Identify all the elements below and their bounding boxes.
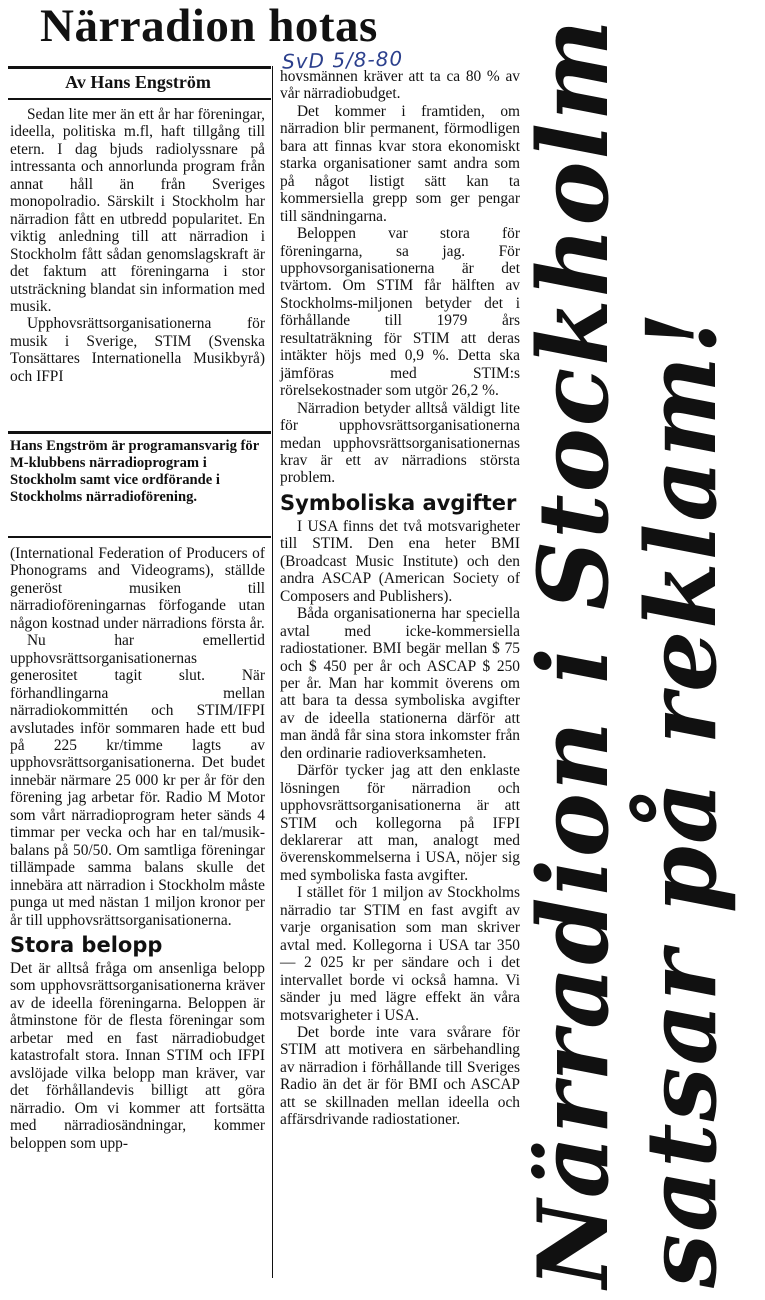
- paragraph: I USA finns det två motsvarigheter till STIM. Den ena heter BMI (Broadcast Music Institute) och den andra ASCAP (American Society of Composers and Publishers).: [280, 517, 520, 605]
- paragraph: (International Federation of Producers of Phonograms and Videograms), ställde generöst musiken till närradioföreningarnas förfogande utan någon kostnad under närradions första år.: [10, 545, 265, 632]
- paragraph: Upphovsrättsorganisationerna för musik i Sverige, STIM (Svenska Tonsättares Internationella Musikbyrå) och IFPI: [10, 315, 265, 385]
- headline: Närradion hotas: [40, 0, 378, 52]
- paragraph: Det borde inte vara svårare för STIM att motivera en särbehandling av närradion i förhållande till Sveriges Radio än det är för BMI och ASCAP att se skillnaden mellan ideella och affärsdrivande radiostationer.: [280, 1024, 520, 1129]
- handwritten-date-note: SvD 5/8-80: [281, 46, 404, 74]
- bio-top-rule: [8, 431, 271, 434]
- subheading-stora-belopp: Stora belopp: [10, 932, 163, 957]
- paragraph: Beloppen var stora för föreningarna, sa jag. För upphovsorganisationerna är det tvärtom. Om STIM får hälften av Stockholms-miljonen betyder det i förhållande till 1979 års resultaträkning för STIM att deras intäkter höjs med 0,9 %. Detta ska jämföras med STIM:s rörelsekostnader som utgör 26,2 %.: [280, 225, 520, 400]
- column-1-lower: [10, 545, 265, 1152]
- author-bio-box: Hans Engström är programansvarig för M-klubbens närradioprogram i Stockholm samt vice ordförande i Stockholms närradioförening.: [10, 438, 259, 505]
- side-headline-line-2: satsar på reklam!: [625, 309, 738, 1288]
- paragraph: Därför tycker jag att den enklaste lösningen för närradion och upphovsrättsorganisationerna är att STIM och kollegorna på IFPI deklarerar att man, analogt med överenskommelserna i USA, nöjer sig med symboliska fasta avgifter.: [280, 762, 520, 884]
- vertical-side-headline: [517, 8, 738, 1288]
- paragraph: Det kommer i framtiden, om närradion blir permanent, förmodligen bara att finnas kvar stora ekonomiskt starka organisationer samt andra som på något listigt sätt kan ta kommersiella grepp som ger pengar till sändningarna.: [280, 102, 520, 225]
- column-divider: [272, 66, 273, 1278]
- bio-bottom-rule: [8, 536, 271, 538]
- paragraph: Det är alltså fråga om ansenliga belopp som upphovsrättsorganisationerna kräver av de ideella föreningarna. Beloppen är åtminstone för de flesta föreningar som arbetar med en fast närradiobudget katastrofalt stora. Innan STIM och IFPI avslöjade vilka belopp man kräver, var det förhållandevis billigt att göra närradio. Om vi kommer att fortsätta med närradiosändningar, kommer beloppen som upp-: [10, 959, 265, 1152]
- side-headline-line-1: Närradion i Stockholm: [517, 17, 630, 1288]
- byline-rule: [8, 98, 271, 100]
- column-1-upper: [10, 106, 265, 385]
- paragraph: Sedan lite mer än ett år har föreningar, ideella, politiska m.fl, haft tillgång till etern. I dag bjuds radiolyssnare på intressanta och annorlunda program från annat håll än från Sveriges monopolradio. Särskilt i Stockholm har närradion fått en utbredd popularitet. En viktig anledning till att närradion i Stockholm fått sådan genomslagskraft är det faktum att föreningarna i stor utsträckning blandat sin information med musik.: [10, 106, 265, 315]
- paragraph: Närradion betyder alltså väldigt lite för upphovsrättsorganisationerna medan upphovsrättsorganisationernas krav är ett av närradions största problem.: [280, 399, 520, 487]
- top-rule: [8, 66, 271, 69]
- paragraph: I stället för 1 miljon av Stockholms närradio tar STIM en fast avgift av varje organisation som man skriver avtal med. Kollegorna i USA tar 350 — 2 025 kr per sändare och i det intervallet borde vi också hamna. Vi sänder ju med lägre effekt än våra motsvarigheter i USA.: [280, 884, 520, 1024]
- subheading-symboliska-avgifter: Symboliska avgifter: [280, 490, 517, 515]
- paragraph: Båda organisationerna har speciella avtal med icke-kommersiella radiostationer. BMI begär mellan $ 75 och $ 450 per år och ASCAP $ 250 per år. Man har kommit överens om att bara ta dessa symboliska avgifter av de ideella stationerna därför att man ändå får sina stora inkomster från den ordinarie radioverksamheten.: [280, 605, 520, 762]
- paragraph: Nu har emellertid upphovsrättsorganisationernas generositet tagit slut. När förhandlingarna mellan närradiokommittén och STIM/IFPI avslutades inför sommaren hade ett bud på 225 kr/timme lagts av upphovsrättsorganisationerna. Det budet innebär närmare 25 000 kr per år för den förening jag arbetar för. Radio M Motor som vårt närradioprogram heter sänds 4 timmar per vecka och har en tal/musik-balans på 50/50. Om samtliga föreningar tillämpade samma balans skulle det innebära att närradion i Stockholm måste punga ut med nästan 1 miljon kronor per år till upphovsrättsorganisationerna.: [10, 632, 265, 929]
- column-2: [280, 68, 520, 1129]
- paragraph: hovsmännen kräver att ta ca 80 % av vår närradiobudget.: [280, 68, 520, 103]
- byline: Av Hans Engström: [65, 72, 211, 92]
